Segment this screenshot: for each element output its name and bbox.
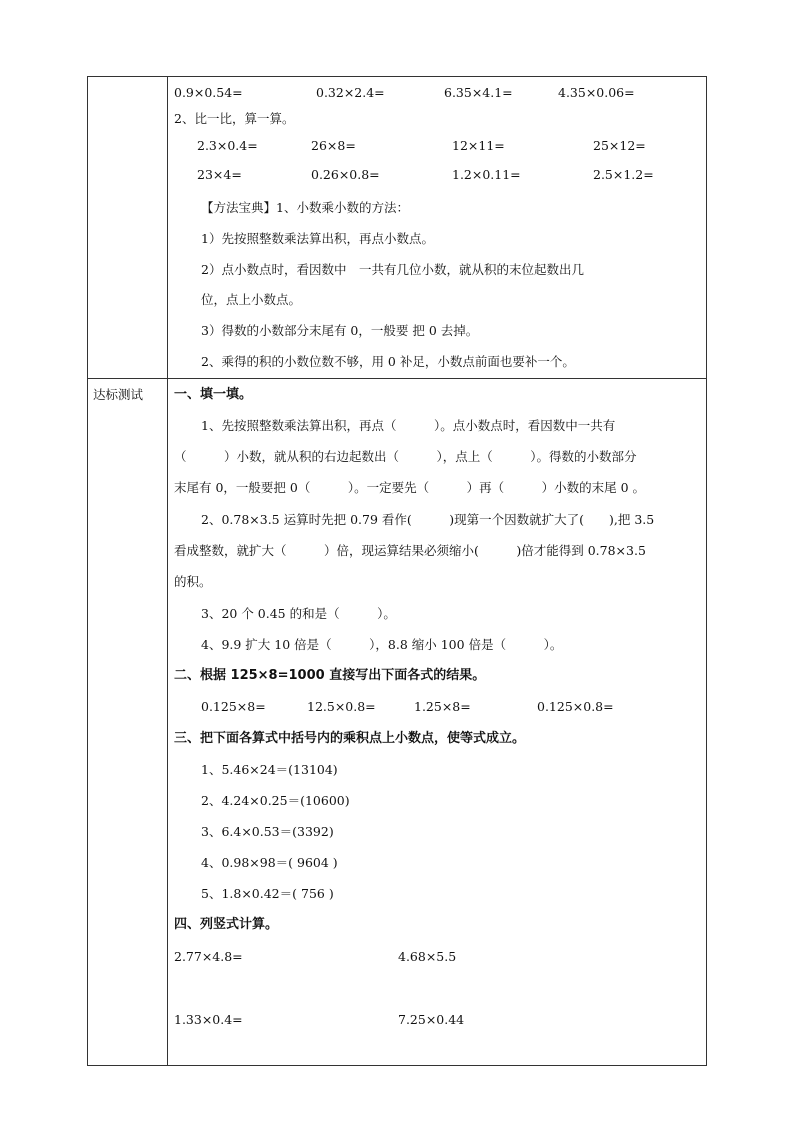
fill-question-1: （ ）小数，就从积的右边起数出（ ），点上（ ）。得数的小数部分 bbox=[174, 449, 637, 464]
table-border-right bbox=[706, 76, 707, 1066]
exercise-item: 26×8= bbox=[311, 138, 356, 153]
exercise-item: 0.125×0.8= bbox=[537, 699, 614, 714]
decimal-point-item: 2、4.24×0.25＝(10600) bbox=[201, 793, 350, 808]
table-border-bottom bbox=[87, 1065, 707, 1066]
exercise-item: 0.9×0.54= bbox=[174, 85, 243, 100]
method-step-1: 1）先按照整数乘法算出积，再点小数点。 bbox=[201, 231, 434, 246]
exercise-item: 25×12= bbox=[593, 138, 646, 153]
exercise-item: 12.5×0.8= bbox=[307, 699, 376, 714]
decimal-point-item: 1、5.46×24＝(13104) bbox=[201, 762, 338, 777]
table-border-top bbox=[87, 76, 707, 77]
fill-question-1: 末尾有 0，一般要把 0（ ）。一定要先（ ）再（ ）小数的末尾 0 。 bbox=[174, 480, 646, 495]
vertical-calc-item: 7.25×0.44 bbox=[398, 1012, 465, 1027]
exercise-item: 0.125×8= bbox=[201, 699, 266, 714]
fill-question-3: 3、20 个 0.45 的和是（ ）。 bbox=[201, 606, 396, 621]
decimal-point-item: 3、6.4×0.53＝(3392) bbox=[201, 824, 334, 839]
fill-question-2: 的积。 bbox=[174, 574, 212, 589]
fill-question-2: 2、0.78×3.5 运算时先把 0.79 看作( )现第一个因数就扩大了( ),把 3.5 bbox=[201, 512, 655, 527]
table-column-divider bbox=[167, 76, 168, 1066]
method-title: 【方法宝典】1、小数乘小数的方法： bbox=[201, 200, 409, 215]
method-step-2: 2）点小数点时，看因数中 一共有几位小数，就从积的末位起数出几 bbox=[201, 262, 584, 277]
part-three-heading: 三、把下面各算式中括号内的乘积点上小数点，使等式成立。 bbox=[174, 731, 526, 746]
vertical-calc-item: 4.68×5.5 bbox=[398, 949, 457, 964]
method-note-2: 2、乘得的积的小数位数不够，用 0 补足，小数点前面也要补一个。 bbox=[201, 354, 575, 369]
vertical-calc-item: 1.33×0.4= bbox=[174, 1012, 243, 1027]
exercise-item: 1.2×0.11= bbox=[452, 167, 521, 182]
exercise-item: 0.26×0.8= bbox=[311, 167, 380, 182]
compare-heading: 2、比一比，算一算。 bbox=[174, 111, 295, 126]
exercise-item: 6.35×4.1= bbox=[444, 85, 513, 100]
method-step-2-continued: 位，点上小数点。 bbox=[201, 292, 302, 307]
part-one-heading: 一、填一填。 bbox=[174, 387, 253, 402]
exercise-item: 0.32×2.4= bbox=[316, 85, 385, 100]
fill-question-1: 1、先按照整数乘法算出积，再点（ ）。点小数点时，看因数中一共有 bbox=[201, 418, 616, 433]
method-step-3: 3）得数的小数部分末尾有 0，一般要 把 0 去掉。 bbox=[201, 323, 479, 338]
exercise-item: 2.5×1.2= bbox=[593, 167, 654, 182]
vertical-calc-item: 2.77×4.8= bbox=[174, 949, 243, 964]
part-four-heading: 四、列竖式计算。 bbox=[174, 917, 279, 932]
fill-question-4: 4、9.9 扩大 10 倍是（ ），8.8 缩小 100 倍是（ ）。 bbox=[201, 637, 563, 652]
exercise-item: 2.3×0.4= bbox=[197, 138, 258, 153]
fill-question-2: 看成整数，就扩大（ ）倍，现运算结果必须缩小( )倍才能得到 0.78×3.5 bbox=[174, 543, 646, 558]
decimal-point-item: 4、0.98×98＝( 9604 ) bbox=[201, 855, 338, 870]
exercise-item: 12×11= bbox=[452, 138, 505, 153]
decimal-point-item: 5、1.8×0.42＝( 756 ) bbox=[201, 886, 334, 901]
exercise-item: 4.35×0.06= bbox=[558, 85, 635, 100]
section-label: 达标测试 bbox=[93, 387, 144, 402]
exercise-item: 1.25×8= bbox=[414, 699, 471, 714]
table-border-left bbox=[87, 76, 88, 1066]
part-two-heading: 二、根据 125×8=1000 直接写出下面各式的结果。 bbox=[174, 668, 486, 683]
table-border-middle bbox=[87, 378, 707, 379]
exercise-item: 23×4= bbox=[197, 167, 242, 182]
